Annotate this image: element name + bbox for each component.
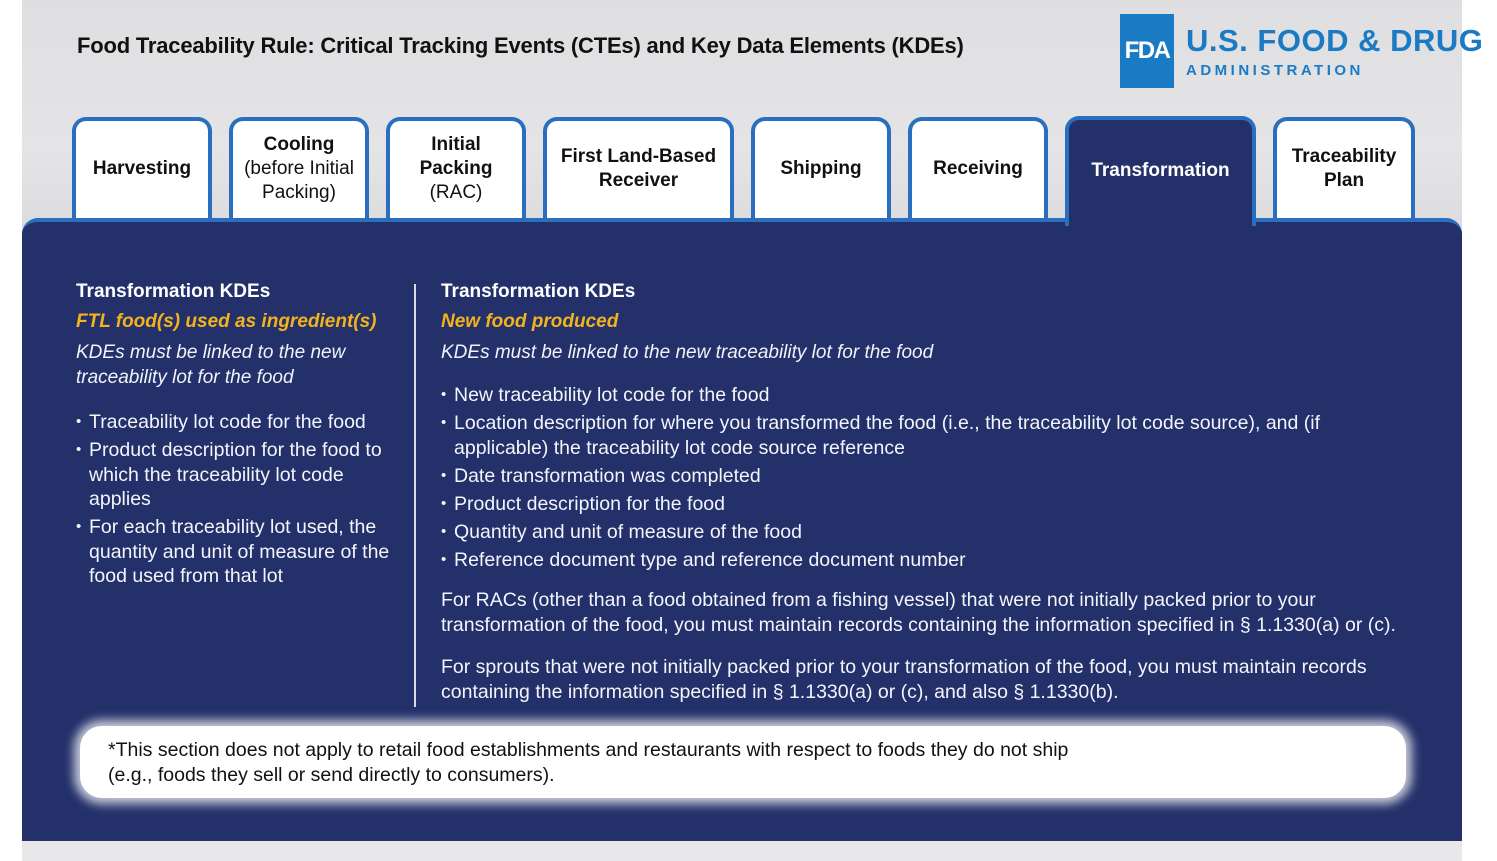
- list-item: • New traceability lot code for the food: [441, 383, 1401, 408]
- tab-label: First Land-Based Receiver: [560, 146, 717, 191]
- tab-label: Cooling (before Initial Packing): [244, 134, 354, 203]
- section-note: KDEs must be linked to the new traceability lot for the food: [441, 342, 934, 363]
- tab-label: Traceability Plan: [1291, 146, 1397, 191]
- fda-logo-mark: FDA: [1120, 14, 1174, 88]
- footnote-line-2: (e.g., foods they sell or send directly to consumers).: [108, 763, 555, 786]
- footnote-line-1: *This section does not apply to retail food establishments and restaurants with respect to foods they do not ship: [108, 739, 1069, 761]
- section-note: KDEs must be linked to the new traceability lot for the food: [76, 342, 346, 388]
- tab-label: Shipping: [780, 158, 862, 179]
- kde-list: [76, 410, 396, 589]
- sprouts-paragraph: For sprouts that were not initially packed prior to your transformation of the food, you must maintain records containing the information specified in § 1.1330(a) or (c), and also § 1.1330(b).: [441, 656, 1367, 703]
- list-item: • Reference document type and reference document number: [441, 548, 1401, 573]
- list-item: • Location description for where you transformed the food (i.e., the traceability lot code source), and (if applicable) the traceability lot code source reference: [441, 411, 1401, 460]
- tab-shipping[interactable]: [751, 117, 891, 221]
- footnote-box: [80, 726, 1406, 798]
- new-food-kdes-column: [441, 280, 1401, 704]
- tab-transformation[interactable]: [1065, 116, 1256, 226]
- list-item: • Traceability lot code for the food: [76, 410, 396, 435]
- tab-harvesting[interactable]: [72, 117, 212, 221]
- tab-label: Transformation: [1091, 160, 1230, 181]
- tab-initial-packing[interactable]: [386, 117, 526, 221]
- section-subtitle: FTL food(s) used as ingredient(s): [76, 311, 377, 332]
- fda-logo-text: [1186, 24, 1483, 79]
- kde-list: [441, 383, 1401, 572]
- fda-logo-name: U.S. FOOD & DRUG: [1186, 22, 1484, 58]
- section-title: Transformation KDEs: [441, 281, 636, 302]
- tab-label: Harvesting: [92, 158, 192, 179]
- list-item: • For each traceability lot used, the quantity and unit of measure of the food used from that lot: [76, 515, 396, 589]
- section-subtitle: New food produced: [441, 311, 619, 332]
- tab-label: Receiving: [933, 158, 1023, 179]
- list-item: • Product description for the food to which the traceability lot code applies: [76, 438, 396, 512]
- ingredient-kdes-column: [76, 280, 396, 592]
- list-item: • Date transformation was completed: [441, 464, 1401, 489]
- tab-cooling[interactable]: [229, 117, 369, 221]
- tab-receiving[interactable]: [908, 117, 1048, 221]
- page-title: Food Traceability Rule: Critical Tracking Events (CTEs) and Key Data Elements (KDEs): [77, 33, 964, 58]
- fda-logo: [1120, 14, 1483, 88]
- rac-paragraph: For RACs (other than a food obtained from a fishing vessel) that were not initially packed prior to your transformation of the food, you must maintain records containing the information specified in § 1.1330(a) or (c).: [441, 589, 1396, 636]
- tab-first-land-based-receiver[interactable]: [543, 117, 734, 221]
- fda-logo-sub: ADMINISTRATION: [1186, 61, 1364, 79]
- list-item: • Quantity and unit of measure of the food: [441, 520, 1401, 545]
- list-item: • Product description for the food: [441, 492, 1401, 517]
- section-title: Transformation KDEs: [76, 281, 271, 302]
- tab-label: Initial Packing (RAC): [419, 134, 493, 203]
- column-divider: [414, 284, 416, 707]
- tab-traceability-plan[interactable]: [1273, 117, 1415, 221]
